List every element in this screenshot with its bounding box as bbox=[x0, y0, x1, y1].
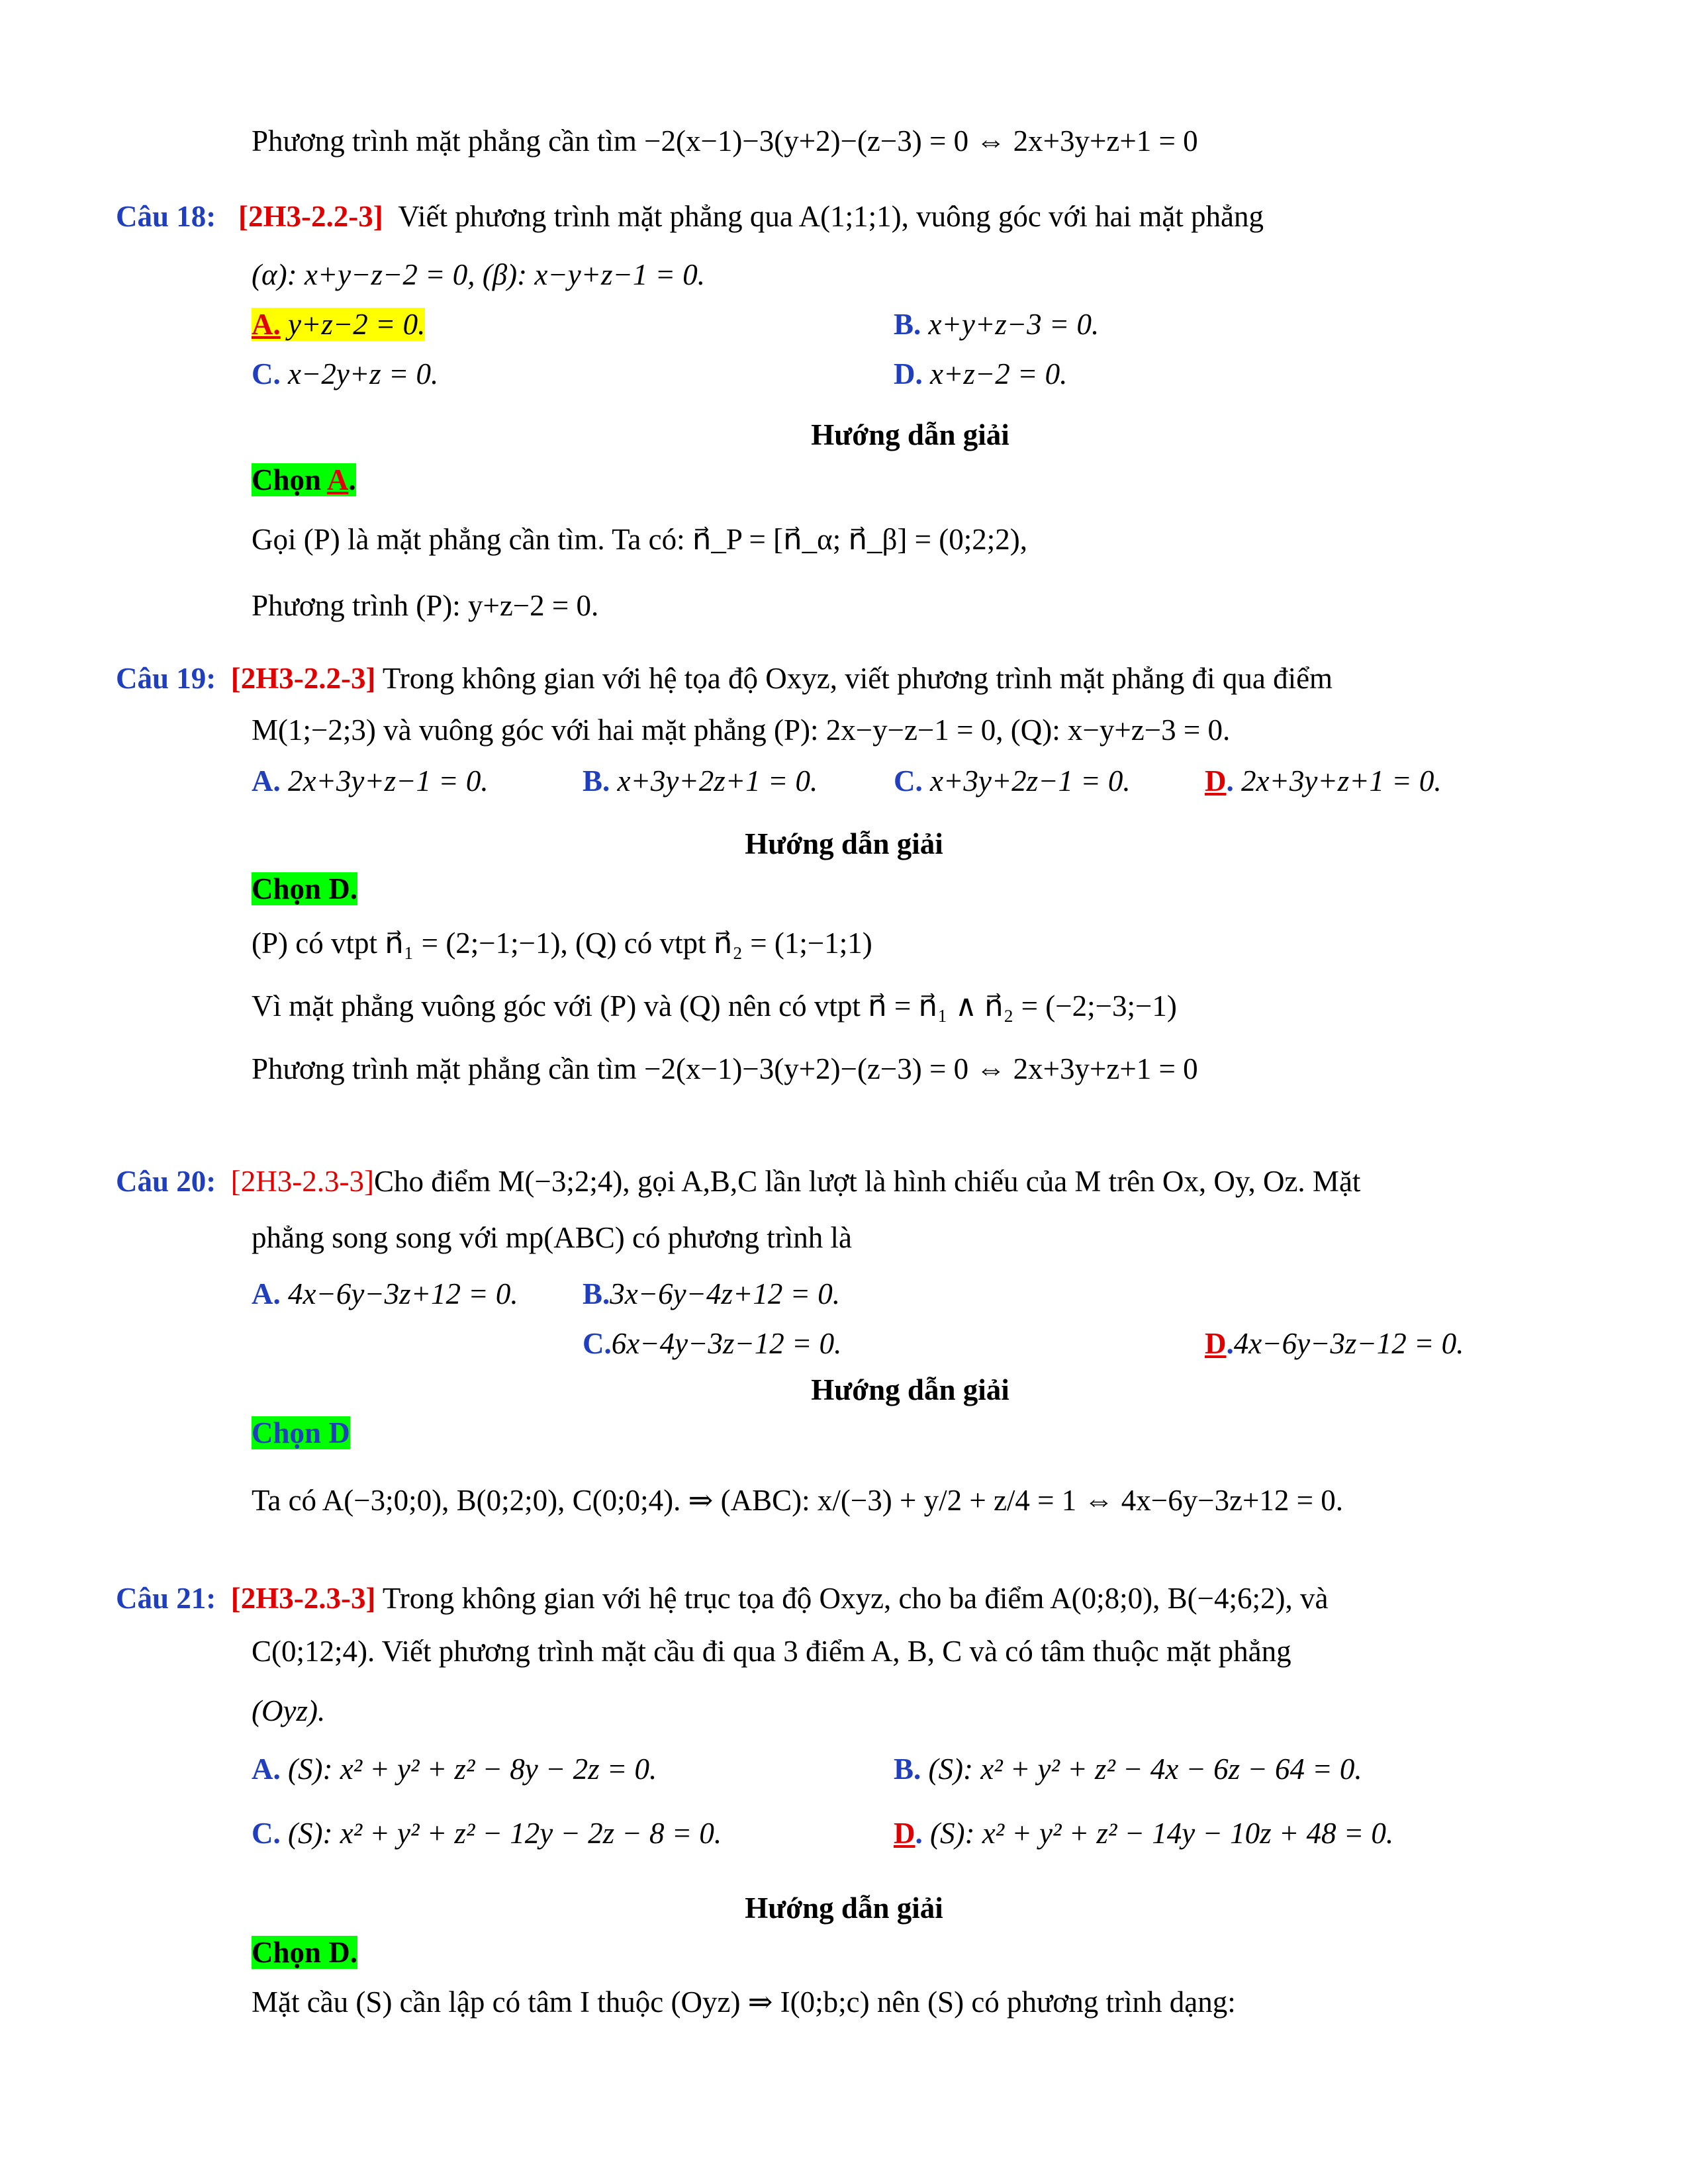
q18-option-a: A. y+z−2 = 0. bbox=[252, 308, 426, 341]
q18-option-b: B. x+y+z−3 = 0. bbox=[894, 308, 1100, 341]
q21-choose: Chọn D. bbox=[252, 1936, 358, 1969]
q19-option-d: D. 2x+3y+z+1 = 0. bbox=[1205, 764, 1442, 797]
q18-stem-line2: (α): x+y−z−2 = 0, (β): x−y+z−1 = 0. bbox=[252, 258, 706, 291]
q19-code: [2H3-2.2-3] bbox=[230, 662, 376, 695]
q18-choose: Chọn A. bbox=[252, 463, 356, 496]
q18-option-d: D. x+z−2 = 0. bbox=[894, 357, 1068, 390]
q19-option-c: C. x+3y+2z−1 = 0. bbox=[894, 764, 1131, 797]
top-equation-line: Phương trình mặt phẳng cần tìm −2(x−1)−3(y+2)−(z−3) = 0 ⇔ 2x+3y+z+1 = 0 bbox=[252, 124, 1198, 158]
q20-option-d: D.4x−6y−3z−12 = 0. bbox=[1205, 1327, 1464, 1360]
q20-label: Câu 20: bbox=[116, 1165, 216, 1198]
q19-stem-line1: Trong không gian với hệ tọa độ Oxyz, viết phương trình mặt phẳng đi qua điểm bbox=[382, 662, 1333, 695]
q20-solution-line1: Ta có A(−3;0;0), B(0;2;0), C(0;0;4). ⇒ (ABC): x/(−3) + y/2 + z/4 = 1 ⇔ 4x−6y−3z+12 = 0. bbox=[252, 1484, 1344, 1517]
q19-option-b: B. x+3y+2z+1 = 0. bbox=[583, 764, 818, 797]
q20-guide-heading: Hướng dẫn giải bbox=[811, 1373, 1009, 1406]
q21-stem-line1: Trong không gian với hệ trục tọa độ Oxyz, cho ba điểm A(0;8;0), B(−4;6;2), và bbox=[382, 1582, 1329, 1615]
q18-header bbox=[116, 200, 1572, 234]
q18-stem-line1: Viết phương trình mặt phẳng qua A(1;1;1), vuông góc với hai mặt phẳng bbox=[398, 200, 1264, 233]
q19-stem-line2: M(1;−2;3) và vuông góc với hai mặt phẳng (P): 2x−y−z−1 = 0, (Q): x−y+z−3 = 0. bbox=[252, 713, 1231, 747]
q21-stem-line2: C(0;12;4). Viết phương trình mặt cầu đi qua 3 điểm A, B, C và có tâm thuộc mặt phẳng bbox=[252, 1635, 1291, 1668]
q19-choose: Chọn D. bbox=[252, 872, 358, 905]
q19-solution-line3: Phương trình mặt phẳng cần tìm −2(x−1)−3(y+2)−(z−3) = 0 ⇔ 2x+3y+z+1 = 0 bbox=[252, 1052, 1198, 1085]
q20-stem-line2: phẳng song song với mp(ABC) có phương trình là bbox=[252, 1221, 852, 1254]
q20-option-a: A. 4x−6y−3z+12 = 0. bbox=[252, 1277, 518, 1310]
q21-option-c: C. (S): x² + y² + z² − 12y − 2z − 8 = 0. bbox=[252, 1817, 722, 1850]
q21-option-b: B. (S): x² + y² + z² − 4x − 6z − 64 = 0. bbox=[894, 1752, 1362, 1786]
q19-header bbox=[116, 662, 1333, 696]
q21-option-d: D. (S): x² + y² + z² − 14y − 10z + 48 = 0. bbox=[894, 1817, 1394, 1850]
q21-stem-line3: (Oyz). bbox=[252, 1694, 326, 1727]
q19-guide-heading: Hướng dẫn giải bbox=[745, 827, 943, 860]
q20-stem-line1: Cho điểm M(−3;2;4), gọi A,B,C lần lượt là hình chiếu của M trên Ox, Oy, Oz. Mặt bbox=[373, 1165, 1361, 1198]
q19-label: Câu 19: bbox=[116, 662, 216, 695]
q19-solution-line2: Vì mặt phẳng vuông góc với (P) và (Q) nên có vtpt n⃗ = n⃗₁ ∧ n⃗₂ = (−2;−3;−1) bbox=[252, 989, 1177, 1023]
q20-choose: Chọn D bbox=[252, 1416, 350, 1449]
q18-code: [2H3-2.2-3] bbox=[238, 200, 383, 233]
q19-option-a: A. 2x+3y+z−1 = 0. bbox=[252, 764, 489, 797]
q18-guide-heading: Hướng dẫn giải bbox=[811, 418, 1009, 451]
q21-solution-line1: Mặt cầu (S) cần lập có tâm I thuộc (Oyz) ⇒ I(0;b;c) nên (S) có phương trình dạng: bbox=[252, 1985, 1236, 2019]
q21-option-a: A. (S): x² + y² + z² − 8y − 2z = 0. bbox=[252, 1752, 657, 1786]
q21-code: [2H3-2.3-3] bbox=[230, 1582, 376, 1615]
q21-guide-heading: Hướng dẫn giải bbox=[745, 1891, 943, 1925]
q20-code: [2H3-2.3-3] bbox=[230, 1165, 374, 1198]
q18-option-c: C. x−2y+z = 0. bbox=[252, 357, 439, 390]
q18-solution-line1: Gọi (P) là mặt phẳng cần tìm. Ta có: n⃗_P = [n⃗_α; n⃗_β] = (0;2;2), bbox=[252, 523, 1027, 556]
q21-label: Câu 21: bbox=[116, 1582, 216, 1615]
q20-header bbox=[116, 1165, 1360, 1199]
q21-header bbox=[116, 1582, 1328, 1616]
q18-label: Câu 18: bbox=[116, 200, 216, 233]
q19-solution-line1: (P) có vtpt n⃗₁ = (2;−1;−1), (Q) có vtpt n⃗₂ = (1;−1;1) bbox=[252, 927, 872, 960]
q20-option-b: B.3x−6y−4z+12 = 0. bbox=[583, 1277, 840, 1310]
q20-option-c: C.6x−4y−3z−12 = 0. bbox=[583, 1327, 842, 1360]
q18-solution-line2: Phương trình (P): y+z−2 = 0. bbox=[252, 589, 599, 622]
